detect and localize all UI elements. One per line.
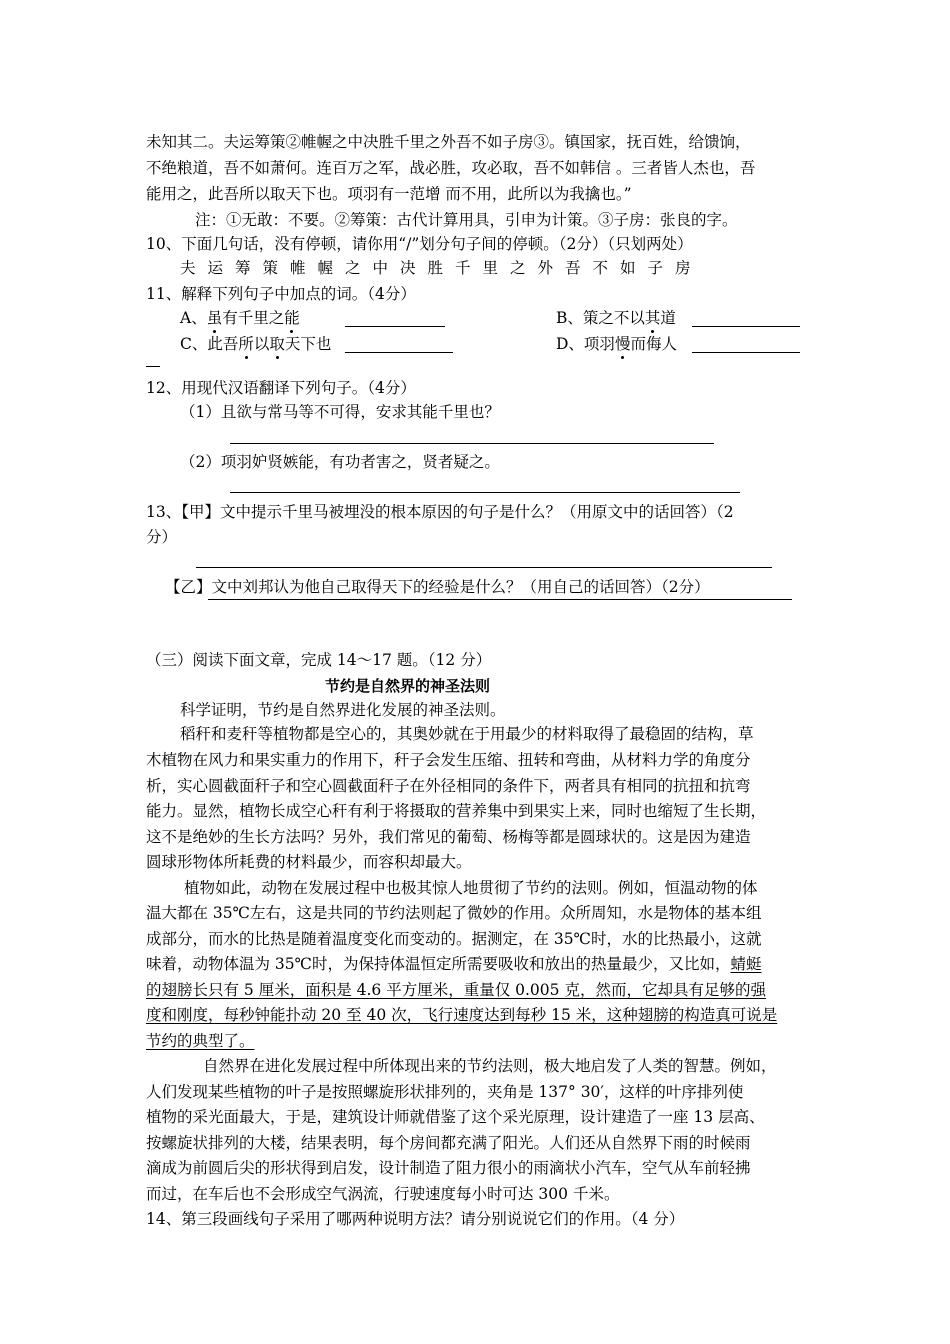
article-line: 植物如此，动物在发展过程中也极其惊人地贯彻了节约的法则。例如，恒温动物的体 — [184, 879, 758, 897]
annotation-notes: 注：①无敢：不要。②筹策：古代计算用具，引申为计策。③子房：张良的字。 — [195, 211, 738, 229]
article-line: 按螺旋状排列的大楼，结果表明，每个房间都充满了阳光。人们还从自然界下雨的时候雨 — [146, 1134, 751, 1152]
article-line: 滴成为前圆后尖的形状得到启发，设计制造了阻力很小的雨滴状小汽车，空气从车前轻拂 — [146, 1159, 751, 1177]
article-line: 味着，动物体温为 35℃时，为保持体温恒定所需要吸收和放出的热量最少，又比如，蜻蜓 — [146, 955, 762, 973]
article-line: 成部分，而水的比热是随着温度变化而变动的。据测定，在 35℃时，水的比热最小，这就 — [146, 930, 762, 948]
article-line: 温大都在 35℃左右，这是共同的节约法则起了微妙的作用。众所周知，水是物体的基本组 — [146, 904, 762, 922]
answer-line-12-1[interactable] — [230, 443, 714, 444]
section-3-heading: （三）阅读下面文章，完成 14～17 题。（12 分） — [146, 651, 492, 669]
answer-blank-d[interactable] — [692, 352, 800, 353]
article-line: 植物的采光面最大，于是，建筑设计师就借鉴了这个采光原理，设计建造了一座 13 层高、 — [146, 1108, 765, 1126]
article-line: 能力。显然，植物长成空心秆有利于将摄取的营养集中到果实上来，同时也缩短了生长期， — [146, 802, 767, 820]
underlined-sentence: 节约的典型了。 — [146, 1032, 255, 1050]
passage-line: 能用之，此吾所以取天下也。项羽有一范增 而不用，此所以为我擒也。” — [146, 185, 632, 203]
question-10-sentence: 夫运筹策帷幄之中决胜千里之外吾不如子房 — [180, 259, 703, 277]
answer-blank-b[interactable] — [692, 326, 800, 327]
question-13-prompt-cont: 分） — [146, 528, 178, 546]
question-11-option-d: D、项羽慢而侮人 — [556, 335, 677, 353]
article-line: 这不是绝妙的生长方法吗？另外，我们常见的葡萄、杨梅等都是圆球状的。这是因为建造 — [146, 828, 751, 846]
passage-line: 未知其二。夫运筹策②帷幄之中决胜千里之外吾不如子房③。镇国家，抚百姓，给馈饷， — [146, 133, 751, 151]
stray-mark — [146, 366, 160, 367]
underlined-sentence: 的翅膀长只有 5 厘米，面积是 4.6 平方厘米，重量仅 0.005 克，然而，它却具有足够的强 — [146, 981, 766, 999]
underlined-sentence: 度和刚度，每秒钟能扑动 20 至 40 次，飞行速度达到每秒 15 米，这种翅膀的构造真可说是 — [146, 1006, 778, 1024]
question-11-option-b: B、策之不以其道 — [556, 309, 676, 327]
question-13-sub: 【乙】文中刘邦认为他自己取得天下的经验是什么？（用自己的话回答）（2分） — [165, 578, 710, 596]
question-11-option-c: C、此吾所以取天下也 — [180, 335, 332, 353]
answer-line-13-b[interactable] — [208, 599, 792, 600]
article-line: 而过，在车后也不会形成空气涡流，行驶速度每小时可达 300 千米。 — [146, 1185, 620, 1203]
article-line: 稻秆和麦秆等植物都是空心的，其奥妙就在于用最少的材料取得了最稳固的结构，草 — [180, 725, 754, 743]
passage-line: 不绝粮道，吾不如萧何。连百万之军，战必胜，攻必取，吾不如韩信 。三者皆人杰也，吾 — [146, 159, 756, 177]
question-10-prompt: 10、下面几句话，没有停顿，请你用“/”划分句子间的停顿。（2分）（只划两处） — [146, 235, 693, 253]
underlined-sentence: 蜻蜓 — [730, 955, 762, 973]
question-11-option-a: A、虽有千里之能 — [180, 309, 300, 327]
question-12-sentence-2: （2）项羽妒贤嫉能，有功者害之，贤者疑之。 — [180, 453, 500, 471]
article-line: 人们发现某些植物的叶子是按照螺旋形状排列的，夹角是 137° 30′，这样的叶序排列使 — [146, 1083, 744, 1101]
answer-line-12-2[interactable] — [230, 492, 740, 493]
article-line: 圆球形物体所耗费的材料最少，而容积却最大。 — [146, 853, 472, 871]
article-paragraph-1: 科学证明，节约是自然界进化发展的神圣法则。 — [180, 701, 506, 719]
question-12-sentence-1: （1）且欲与常马等不可得，安求其能千里也？ — [180, 403, 500, 421]
question-14-prompt: 14、第三段画线句子采用了哪两种说明方法？请分别说说它们的作用。（4 分） — [146, 1210, 685, 1228]
question-13-prompt: 13、【甲】文中提示千里马被埋没的根本原因的句子是什么？（用原文中的话回答）（2 — [146, 503, 734, 521]
question-12-prompt: 12、用现代汉语翻译下列句子。（4分） — [146, 379, 416, 397]
article-title: 节约是自然界的神圣法则 — [325, 677, 491, 695]
answer-blank-a[interactable] — [345, 326, 445, 327]
article-line: 木植物在风力和果实重力的作用下，秆子会发生压缩、扭转和弯曲，从材料力学的角度分 — [146, 751, 751, 769]
answer-line-13-a[interactable] — [196, 567, 772, 568]
article-line: 析，实心圆截面秆子和空心圆截面秆子在外径相同的条件下，两者具有相同的抗扭和抗弯 — [146, 777, 751, 795]
article-line: 自然界在进化发展过程中所体现出来的节约法则，极大地启发了人类的智慧。例如， — [203, 1057, 777, 1075]
answer-blank-c[interactable] — [345, 352, 453, 353]
question-11-prompt: 11、解释下列句子中加点的词。（4分） — [146, 285, 416, 303]
